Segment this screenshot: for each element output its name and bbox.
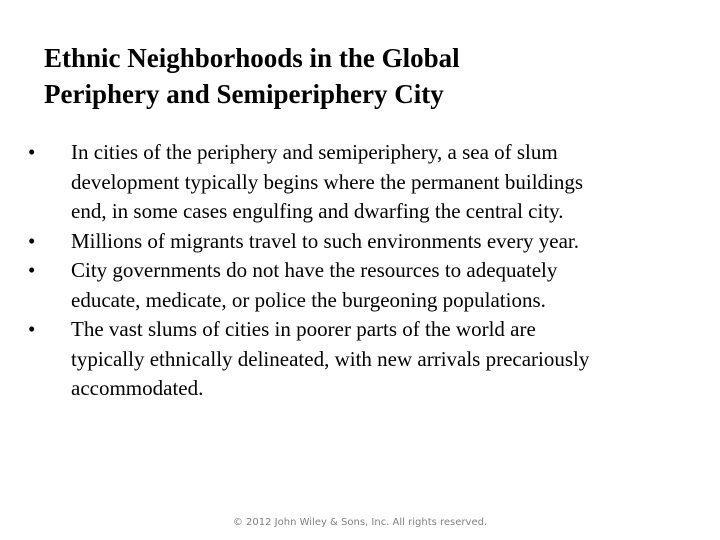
bullet-text-line: In cities of the periphery and semiperiphery, a sea of slum — [71, 140, 558, 164]
bullet-item — [28, 227, 698, 257]
slide-title — [44, 40, 684, 112]
bullet-text-line: The vast slums of cities in poorer parts of the world are — [71, 317, 536, 341]
bullet-icon: • — [28, 258, 36, 282]
bullet-text-line: accommodated. — [71, 376, 204, 400]
bullet-item — [28, 315, 698, 404]
slide-title-line: Periphery and Semiperiphery City — [44, 79, 444, 109]
copyright-footer: © 2012 John Wiley & Sons, Inc. All rights reserved. — [232, 517, 488, 528]
bullet-icon: • — [28, 140, 36, 164]
bullet-icon: • — [28, 317, 36, 341]
bullet-item — [28, 138, 698, 227]
bullet-list — [28, 138, 698, 404]
bullet-text-line: City governments do not have the resources to adequately — [71, 258, 558, 282]
bullet-text-line: educate, medicate, or police the burgeoning populations. — [71, 287, 546, 312]
bullet-item — [28, 256, 698, 315]
slide-title-line: Ethnic Neighborhoods in the Global — [44, 43, 460, 73]
bullet-text-line: typically ethnically delineated, with new arrivals precariously — [71, 346, 590, 371]
bullet-text-line: development typically begins where the permanent buildings — [71, 169, 584, 194]
bullet-icon: • — [28, 228, 36, 253]
bullet-text-line: Millions of migrants travel to such environments every year. — [71, 228, 579, 253]
bullet-text-line: end, in some cases engulfing and dwarfing the central city. — [71, 199, 564, 223]
